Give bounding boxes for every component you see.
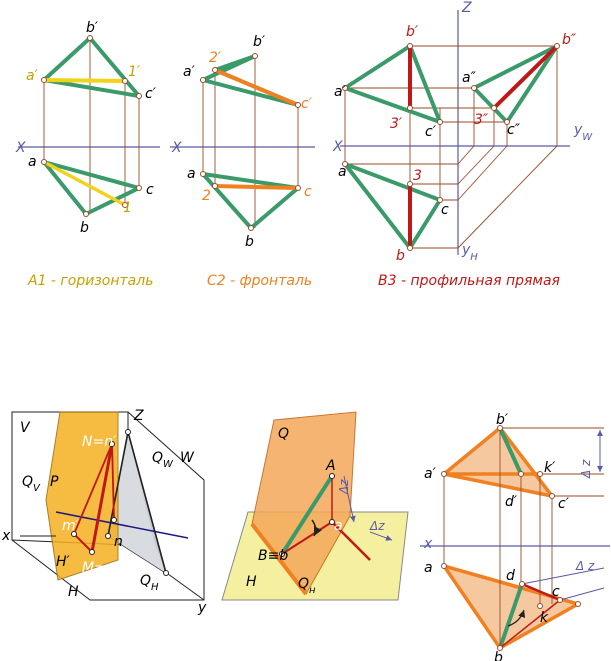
label-dz-vertical: Δ z — [579, 459, 593, 478]
frontal-triangle — [444, 428, 552, 496]
label-1: 1 — [123, 200, 132, 216]
caption-profile: B3 - профильная прямая — [378, 273, 560, 289]
label-x: x — [2, 528, 11, 544]
label-2: 2 — [202, 188, 211, 204]
horizontal-triangle — [203, 174, 298, 228]
label-c-dbl: c″ — [507, 122, 520, 138]
label-a-prime: a′ — [183, 64, 195, 80]
horizontal-frontal — [44, 80, 125, 81]
label-3: 3 — [413, 168, 422, 184]
label-3-dbl: 3″ — [474, 112, 489, 128]
label-b-dbl: b″ — [562, 32, 577, 48]
label-a: a — [187, 166, 196, 182]
label-qv: $Q_V$ — [22, 474, 40, 494]
label-n-plan: n — [114, 534, 123, 550]
panel-trace-planes — [1, 408, 207, 616]
label-b: b — [396, 248, 405, 264]
caption-horizontal: A1 - горизонталь — [28, 273, 154, 289]
label-qw: $Q_W$ — [152, 450, 173, 470]
label-c-prime: c′ — [145, 86, 156, 102]
label-k: k — [540, 610, 549, 626]
label-a: a — [424, 560, 433, 576]
label-c-prime: c′ — [558, 496, 569, 512]
plan-triangle — [345, 164, 440, 248]
label-c: c — [441, 202, 449, 218]
label-h: H — [68, 584, 79, 600]
points — [42, 36, 142, 217]
label-b: B≡b — [258, 548, 289, 564]
label-a-prime: a′ — [334, 84, 346, 100]
label-w: W — [180, 450, 194, 466]
label-c: c — [552, 584, 560, 600]
label-x: X — [172, 140, 182, 156]
label-v: V — [20, 420, 30, 436]
label-q: Q — [278, 426, 290, 442]
label-3-prime: 3′ — [390, 116, 403, 132]
label-n: N=n′ — [82, 434, 117, 450]
label-qh: $Q_H$ — [140, 573, 159, 593]
label-c-prime: c′ — [425, 124, 436, 140]
label-c: c — [146, 182, 154, 198]
label-y: y — [198, 600, 207, 616]
label-d-prime: d′ — [505, 494, 518, 510]
label-a: a — [338, 164, 347, 180]
panel-horizontal — [15, 20, 160, 289]
caption-frontal: C2 - фронталь — [207, 273, 313, 289]
label-k-prime: k′ — [544, 460, 556, 476]
panel-frontal — [170, 34, 315, 289]
label-h: H — [246, 574, 257, 590]
label-dz: Δ z — [576, 559, 595, 573]
label-dz: Δz — [370, 519, 385, 533]
label-yh: $y_H$ — [462, 242, 478, 263]
label-a-dbl: a″ — [462, 70, 476, 86]
label-yw: $y_W$ — [574, 122, 593, 143]
label-m: M=m — [82, 560, 120, 576]
label-h-prime: H′ — [56, 554, 70, 570]
label-a-prime: a′ — [26, 68, 38, 84]
label-1-prime: 1′ — [128, 64, 141, 80]
label-dz-vertical: Δz — [337, 479, 351, 494]
panel-slope-projections — [420, 412, 610, 661]
label-z: Z — [462, 0, 472, 16]
label-b: b — [494, 650, 503, 661]
label-z: Z — [134, 408, 144, 424]
label-d: d — [506, 568, 515, 584]
label-b-prime: b′ — [253, 34, 266, 50]
label-b-prime: b′ — [406, 24, 419, 40]
label-c-prime: c′ — [301, 96, 312, 112]
label-p: P — [50, 474, 59, 490]
label-b-prime: b′ — [496, 412, 509, 428]
label-a-prime: a′ — [424, 466, 436, 482]
frontal-line-plan — [215, 186, 298, 188]
label-b: b — [80, 220, 89, 236]
points — [201, 54, 301, 231]
panel-profile — [332, 0, 593, 289]
label-2-prime: 2′ — [209, 50, 222, 66]
label-m-prime: m′ — [62, 518, 79, 534]
horizontal-plan — [44, 162, 125, 205]
label-qh: $Q_н$ — [298, 576, 316, 596]
label-a: a — [28, 154, 37, 170]
label-x: X — [333, 139, 343, 155]
label-a-lower: a — [334, 518, 343, 534]
label-a-upper: A — [326, 458, 336, 474]
label-x: x — [424, 536, 433, 552]
label-b-prime: b′ — [86, 20, 99, 36]
label-c: c — [304, 184, 312, 200]
label-b: b — [245, 234, 254, 250]
profile-line-side — [494, 46, 557, 108]
label-x: X — [16, 140, 26, 156]
panel-slope-line — [222, 412, 408, 600]
front-triangle — [345, 46, 440, 122]
